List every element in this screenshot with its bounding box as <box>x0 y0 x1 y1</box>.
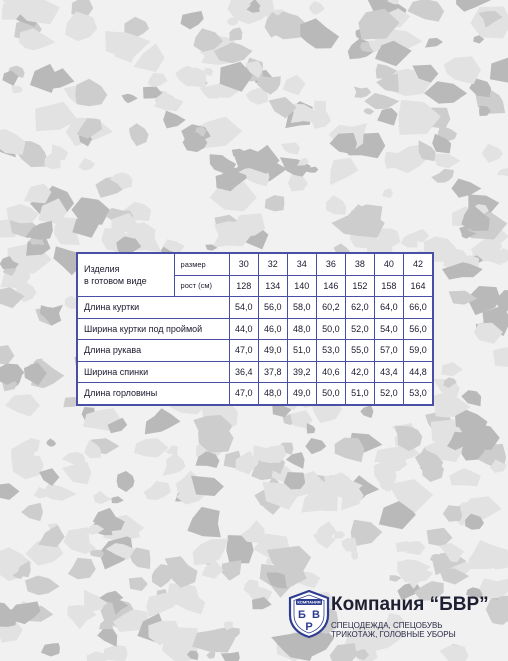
camo-blob <box>93 491 112 504</box>
camo-blob <box>334 531 345 538</box>
camo-blob <box>265 195 285 211</box>
camo-blob <box>163 111 186 129</box>
camo-blob <box>433 154 461 169</box>
measurement-value: 37,8 <box>258 361 287 383</box>
measurement-value: 46,0 <box>258 318 287 340</box>
measurement-value: 42,0 <box>345 361 374 383</box>
camo-blob <box>283 75 306 96</box>
measurement-value: 60,2 <box>316 297 345 319</box>
camo-blob <box>111 496 123 503</box>
camo-blob <box>134 438 169 457</box>
camo-blob <box>281 142 300 154</box>
measurement-value: 51,0 <box>345 383 374 405</box>
camo-blob <box>330 643 357 661</box>
camo-blob <box>266 572 287 588</box>
camo-blob <box>406 541 425 555</box>
camo-blob <box>68 558 96 580</box>
camo-blob <box>354 87 371 98</box>
measurement-row <box>78 318 433 340</box>
camo-blob <box>431 169 454 183</box>
tagline-line2: ТРИКОТАЖ, ГОЛОВНЫЕ УБОРЫ <box>331 630 456 639</box>
measurement-value: 50,0 <box>316 383 345 405</box>
camo-blob <box>335 438 365 463</box>
camo-blob <box>399 100 441 135</box>
measurement-label: Ширина куртки под проймой <box>78 318 230 340</box>
height-cell: 158 <box>374 275 403 297</box>
measurement-value: 50,0 <box>316 318 345 340</box>
camo-blob <box>21 503 43 521</box>
camo-blob <box>0 345 14 365</box>
measurement-value: 66,0 <box>403 297 432 319</box>
measurement-value: 54,0 <box>229 297 258 319</box>
height-cell: 134 <box>258 275 287 297</box>
camo-blob <box>449 468 481 486</box>
size-cell: 30 <box>229 254 258 276</box>
measurement-value: 57,0 <box>374 340 403 362</box>
measurement-row <box>78 297 433 319</box>
camo-blob <box>441 362 463 376</box>
camo-blob <box>360 405 373 418</box>
camo-blob <box>424 81 467 103</box>
camo-blob <box>25 576 60 596</box>
measurement-value: 43,4 <box>374 361 403 383</box>
camo-blob <box>39 468 59 486</box>
logo-ribbon-text: КОМПАНИЯ <box>297 599 321 605</box>
measurement-value: 59,0 <box>403 340 432 362</box>
camo-blob <box>0 483 20 500</box>
measurement-value: 51,0 <box>287 340 316 362</box>
height-label: рост (см) <box>174 275 229 297</box>
camo-blob <box>425 38 443 48</box>
company-name: Компания “БВР” <box>331 594 489 615</box>
camo-blob <box>62 462 92 484</box>
camo-blob <box>210 154 237 172</box>
measurement-value: 52,0 <box>374 383 403 405</box>
measurement-value: 54,0 <box>374 318 403 340</box>
camo-blob <box>300 18 339 48</box>
measurement-row <box>78 361 433 383</box>
size-cell: 38 <box>345 254 374 276</box>
measurement-value: 44,8 <box>403 361 432 383</box>
measurement-value: 49,0 <box>258 340 287 362</box>
camo-blob <box>129 577 148 591</box>
height-cell: 164 <box>403 275 432 297</box>
logo-letter-left: Б <box>298 609 306 621</box>
camo-blob <box>221 652 240 661</box>
camo-blob <box>389 575 401 582</box>
camo-blob <box>162 453 185 476</box>
camo-blob <box>41 483 77 501</box>
measurement-value: 64,0 <box>374 297 403 319</box>
camo-blob <box>286 452 305 469</box>
size-label: размер <box>174 254 229 276</box>
camo-blob <box>187 507 221 537</box>
height-cell: 146 <box>316 275 345 297</box>
camo-blob <box>341 538 357 553</box>
camo-blob <box>122 94 138 104</box>
camo-blob <box>222 560 242 581</box>
camo-blob <box>41 643 60 657</box>
measurement-value: 36,4 <box>229 361 258 383</box>
camo-blob <box>181 11 204 30</box>
measurement-value: 62,0 <box>345 297 374 319</box>
measurement-value: 48,0 <box>258 383 287 405</box>
camo-blob <box>47 439 57 447</box>
measurement-value: 56,0 <box>403 318 432 340</box>
measurement-value: 49,0 <box>287 383 316 405</box>
camo-blob <box>144 481 171 500</box>
measurement-label: Длина рукава <box>78 340 230 362</box>
height-cell: 140 <box>287 275 316 297</box>
size-cell: 40 <box>374 254 403 276</box>
camo-blob <box>363 108 374 114</box>
size-cell: 34 <box>287 254 316 276</box>
camo-blob <box>468 540 497 569</box>
measurement-value: 53,0 <box>403 383 432 405</box>
camo-blob <box>314 521 337 539</box>
camo-blob <box>377 108 397 126</box>
size-chart <box>76 252 434 406</box>
measurement-label: Ширина спинки <box>78 361 230 383</box>
measurement-value: 47,0 <box>229 340 258 362</box>
camo-blob <box>193 539 229 565</box>
camo-blob <box>364 93 399 109</box>
camo-blob <box>497 168 508 176</box>
camo-blob <box>129 123 149 146</box>
measurement-value: 47,0 <box>229 383 258 405</box>
measurement-value: 40,6 <box>316 361 345 383</box>
camo-blob <box>0 129 25 155</box>
size-cell: 32 <box>258 254 287 276</box>
measurement-label: Длина горловины <box>78 383 230 405</box>
camo-blob <box>451 179 481 198</box>
camo-blob <box>117 471 135 492</box>
camo-blob <box>444 56 481 84</box>
measurement-row <box>78 383 433 405</box>
camo-blob <box>0 364 24 385</box>
company-logo <box>287 589 331 639</box>
tagline-line1: СПЕЦОДЕЖДА, СПЕЦОБУВЬ <box>331 621 443 630</box>
measurement-row <box>78 340 433 362</box>
camo-blob <box>443 505 463 522</box>
camo-blob <box>229 27 242 41</box>
camo-blob <box>309 1 325 15</box>
camo-blob <box>401 232 419 248</box>
camo-blob <box>382 188 393 198</box>
camo-blob <box>103 645 127 661</box>
camo-blob <box>482 144 503 163</box>
measurement-value: 53,0 <box>316 340 345 362</box>
measurement-value: 55,0 <box>345 340 374 362</box>
camo-blob <box>78 158 95 170</box>
height-cell: 152 <box>345 275 374 297</box>
camo-blob <box>145 408 181 434</box>
camo-blob <box>407 0 444 22</box>
camo-blob <box>227 18 238 26</box>
camo-blob <box>440 645 469 661</box>
camo-blob <box>493 346 508 367</box>
table-header-line1: Изделия <box>84 264 120 274</box>
company-tagline <box>331 621 456 639</box>
measurement-value: 48,0 <box>287 318 316 340</box>
measurement-label: Длина куртки <box>78 297 230 319</box>
measurement-value: 58,0 <box>287 297 316 319</box>
size-cell: 36 <box>316 254 345 276</box>
camo-blob <box>307 423 316 434</box>
table-header-line2: в готовом виде <box>84 276 147 286</box>
measurement-value: 56,0 <box>258 297 287 319</box>
camo-blob <box>326 195 346 215</box>
measurement-value: 44,0 <box>229 318 258 340</box>
size-cell: 42 <box>403 254 432 276</box>
logo-letter-bottom: Р <box>305 621 313 633</box>
size-row <box>78 254 433 276</box>
camo-blob <box>330 158 358 185</box>
table-header-label <box>78 254 175 297</box>
measurement-value: 39,2 <box>287 361 316 383</box>
camo-blob <box>5 394 40 416</box>
height-cell: 128 <box>229 275 258 297</box>
size-table <box>77 253 433 405</box>
camo-blob <box>19 28 55 50</box>
camo-blob <box>65 11 97 41</box>
measurement-value: 52,0 <box>345 318 374 340</box>
camo-blob <box>191 476 224 496</box>
camo-blob <box>75 79 107 107</box>
camo-blob <box>12 86 24 93</box>
camo-blob <box>305 438 326 454</box>
camo-blob <box>148 73 168 88</box>
logo-letter-right: В <box>312 609 320 621</box>
camo-blob <box>288 174 308 191</box>
camo-blob <box>97 629 117 647</box>
camo-blob <box>490 57 508 83</box>
